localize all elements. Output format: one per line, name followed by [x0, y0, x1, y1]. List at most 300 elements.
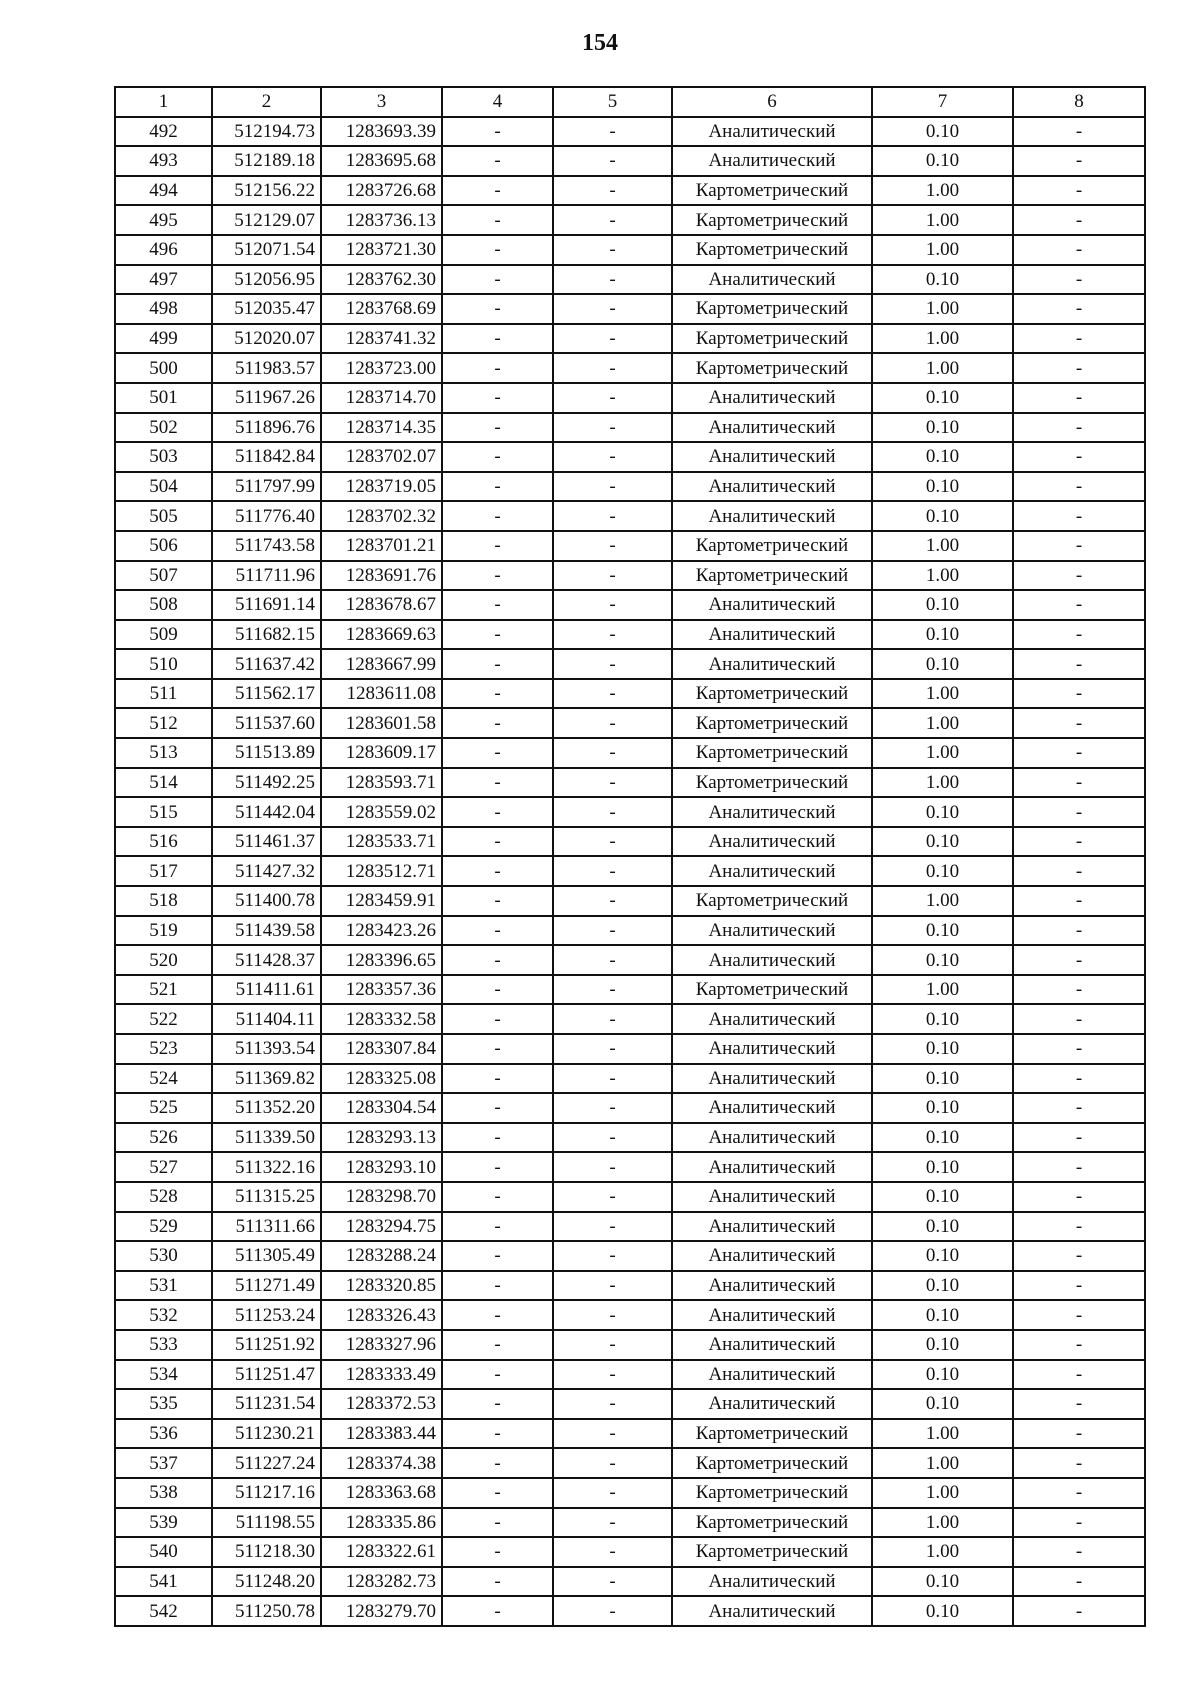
cell-y-coordinate: 1283701.21: [321, 531, 442, 561]
cell-method: Аналитический: [672, 413, 872, 443]
cell-y-coordinate: 1283320.85: [321, 1271, 442, 1301]
cell-y-coordinate: 1283609.17: [321, 738, 442, 768]
cell-point-number: 505: [115, 501, 212, 531]
cell-col-5: -: [553, 472, 672, 502]
cell-y-coordinate: 1283293.13: [321, 1123, 442, 1153]
cell-point-number: 508: [115, 590, 212, 620]
cell-point-number: 526: [115, 1123, 212, 1153]
cell-col-8: -: [1013, 442, 1145, 472]
cell-accuracy: 0.10: [872, 649, 1013, 679]
cell-col-5: -: [553, 1419, 672, 1449]
cell-method: Аналитический: [672, 146, 872, 176]
cell-method: Аналитический: [672, 856, 872, 886]
table-row: [115, 1596, 1145, 1626]
cell-col-5: -: [553, 442, 672, 472]
cell-col-5: -: [553, 1034, 672, 1064]
cell-accuracy: 0.10: [872, 827, 1013, 857]
cell-x-coordinate: 511967.26: [212, 383, 321, 413]
cell-col-4: -: [442, 738, 553, 768]
cell-point-number: 497: [115, 265, 212, 295]
table-row: [115, 1537, 1145, 1567]
header-row: [115, 87, 1145, 117]
cell-accuracy: 0.10: [872, 1093, 1013, 1123]
cell-method: Аналитический: [672, 1596, 872, 1626]
table-row: [115, 413, 1145, 443]
cell-point-number: 518: [115, 886, 212, 916]
cell-y-coordinate: 1283332.58: [321, 1004, 442, 1034]
cell-accuracy: 1.00: [872, 1478, 1013, 1508]
cell-point-number: 516: [115, 827, 212, 857]
table-row: [115, 768, 1145, 798]
cell-x-coordinate: 511682.15: [212, 620, 321, 650]
cell-col-4: -: [442, 1419, 553, 1449]
cell-col-5: -: [553, 886, 672, 916]
cell-method: Аналитический: [672, 1567, 872, 1597]
cell-col-5: -: [553, 708, 672, 738]
cell-y-coordinate: 1283611.08: [321, 679, 442, 709]
cell-accuracy: 0.10: [872, 146, 1013, 176]
cell-point-number: 521: [115, 975, 212, 1005]
cell-x-coordinate: 511400.78: [212, 886, 321, 916]
cell-col-5: -: [553, 1004, 672, 1034]
cell-method: Аналитический: [672, 1212, 872, 1242]
cell-y-coordinate: 1283304.54: [321, 1093, 442, 1123]
cell-y-coordinate: 1283559.02: [321, 797, 442, 827]
cell-y-coordinate: 1283726.68: [321, 176, 442, 206]
cell-col-8: -: [1013, 768, 1145, 798]
cell-col-8: -: [1013, 1034, 1145, 1064]
cell-y-coordinate: 1283693.39: [321, 117, 442, 147]
cell-col-5: -: [553, 501, 672, 531]
cell-point-number: 503: [115, 442, 212, 472]
cell-point-number: 539: [115, 1508, 212, 1538]
cell-accuracy: 0.10: [872, 413, 1013, 443]
table-row: [115, 1360, 1145, 1390]
table-row: [115, 353, 1145, 383]
cell-col-5: -: [553, 1478, 672, 1508]
cell-col-4: -: [442, 1537, 553, 1567]
cell-x-coordinate: 512129.07: [212, 205, 321, 235]
cell-accuracy: 0.10: [872, 1182, 1013, 1212]
table-row: [115, 797, 1145, 827]
cell-col-5: -: [553, 117, 672, 147]
cell-col-5: -: [553, 768, 672, 798]
cell-x-coordinate: 511562.17: [212, 679, 321, 709]
cell-col-4: -: [442, 1241, 553, 1271]
cell-col-8: -: [1013, 945, 1145, 975]
cell-col-4: -: [442, 472, 553, 502]
cell-col-8: -: [1013, 472, 1145, 502]
cell-col-5: -: [553, 1271, 672, 1301]
cell-point-number: 502: [115, 413, 212, 443]
cell-col-5: -: [553, 620, 672, 650]
column-header-4: 4: [442, 87, 553, 117]
cell-col-4: -: [442, 827, 553, 857]
cell-col-8: -: [1013, 1537, 1145, 1567]
cell-x-coordinate: 511439.58: [212, 916, 321, 946]
cell-point-number: 519: [115, 916, 212, 946]
cell-col-5: -: [553, 205, 672, 235]
cell-point-number: 511: [115, 679, 212, 709]
table-row: [115, 620, 1145, 650]
table-row: [115, 531, 1145, 561]
cell-point-number: 523: [115, 1034, 212, 1064]
cell-method: Аналитический: [672, 1360, 872, 1390]
cell-method: Аналитический: [672, 797, 872, 827]
cell-x-coordinate: 512035.47: [212, 294, 321, 324]
cell-col-5: -: [553, 738, 672, 768]
table-row: [115, 146, 1145, 176]
cell-x-coordinate: 511691.14: [212, 590, 321, 620]
cell-accuracy: 1.00: [872, 708, 1013, 738]
cell-col-4: -: [442, 916, 553, 946]
cell-accuracy: 0.10: [872, 1004, 1013, 1034]
cell-col-8: -: [1013, 738, 1145, 768]
cell-col-5: -: [553, 1537, 672, 1567]
cell-col-5: -: [553, 679, 672, 709]
cell-col-4: -: [442, 324, 553, 354]
cell-point-number: 524: [115, 1064, 212, 1094]
cell-y-coordinate: 1283322.61: [321, 1537, 442, 1567]
cell-col-4: -: [442, 265, 553, 295]
cell-y-coordinate: 1283762.30: [321, 265, 442, 295]
cell-point-number: 541: [115, 1567, 212, 1597]
cell-point-number: 536: [115, 1419, 212, 1449]
table-row: [115, 294, 1145, 324]
cell-point-number: 494: [115, 176, 212, 206]
cell-y-coordinate: 1283333.49: [321, 1360, 442, 1390]
cell-col-4: -: [442, 1478, 553, 1508]
cell-x-coordinate: 511983.57: [212, 353, 321, 383]
cell-method: Аналитический: [672, 472, 872, 502]
cell-col-4: -: [442, 353, 553, 383]
cell-col-4: -: [442, 117, 553, 147]
cell-col-8: -: [1013, 1212, 1145, 1242]
cell-col-8: -: [1013, 975, 1145, 1005]
table-row: [115, 590, 1145, 620]
cell-accuracy: 1.00: [872, 1419, 1013, 1449]
cell-x-coordinate: 512020.07: [212, 324, 321, 354]
cell-col-4: -: [442, 205, 553, 235]
cell-col-5: -: [553, 1330, 672, 1360]
cell-col-8: -: [1013, 1330, 1145, 1360]
cell-y-coordinate: 1283282.73: [321, 1567, 442, 1597]
cell-accuracy: 0.10: [872, 620, 1013, 650]
cell-accuracy: 0.10: [872, 1360, 1013, 1390]
cell-point-number: 525: [115, 1093, 212, 1123]
cell-col-5: -: [553, 1360, 672, 1390]
cell-point-number: 532: [115, 1300, 212, 1330]
cell-x-coordinate: 511322.16: [212, 1152, 321, 1182]
cell-col-8: -: [1013, 294, 1145, 324]
cell-method: Аналитический: [672, 649, 872, 679]
cell-method: Аналитический: [672, 1241, 872, 1271]
cell-y-coordinate: 1283293.10: [321, 1152, 442, 1182]
column-header-7: 7: [872, 87, 1013, 117]
cell-col-4: -: [442, 1300, 553, 1330]
cell-y-coordinate: 1283279.70: [321, 1596, 442, 1626]
cell-col-5: -: [553, 413, 672, 443]
cell-method: Аналитический: [672, 590, 872, 620]
cell-col-5: -: [553, 1300, 672, 1330]
cell-col-4: -: [442, 235, 553, 265]
cell-accuracy: 1.00: [872, 1448, 1013, 1478]
cell-col-8: -: [1013, 1300, 1145, 1330]
cell-col-5: -: [553, 1448, 672, 1478]
column-header-8: 8: [1013, 87, 1145, 117]
cell-point-number: 512: [115, 708, 212, 738]
cell-col-8: -: [1013, 1123, 1145, 1153]
table-row: [115, 1448, 1145, 1478]
cell-y-coordinate: 1283768.69: [321, 294, 442, 324]
cell-col-5: -: [553, 856, 672, 886]
cell-y-coordinate: 1283669.63: [321, 620, 442, 650]
cell-col-4: -: [442, 1330, 553, 1360]
cell-col-8: -: [1013, 1419, 1145, 1449]
cell-x-coordinate: 512056.95: [212, 265, 321, 295]
cell-method: Картометрический: [672, 679, 872, 709]
cell-x-coordinate: 511231.54: [212, 1389, 321, 1419]
cell-x-coordinate: 511428.37: [212, 945, 321, 975]
cell-accuracy: 1.00: [872, 294, 1013, 324]
table-row: [115, 1034, 1145, 1064]
cell-col-4: -: [442, 1567, 553, 1597]
cell-y-coordinate: 1283298.70: [321, 1182, 442, 1212]
cell-x-coordinate: 511442.04: [212, 797, 321, 827]
cell-y-coordinate: 1283714.70: [321, 383, 442, 413]
cell-y-coordinate: 1283512.71: [321, 856, 442, 886]
cell-accuracy: 0.10: [872, 1241, 1013, 1271]
cell-col-5: -: [553, 265, 672, 295]
cell-col-5: -: [553, 1182, 672, 1212]
cell-col-5: -: [553, 1567, 672, 1597]
cell-col-8: -: [1013, 856, 1145, 886]
cell-method: Аналитический: [672, 1093, 872, 1123]
cell-col-8: -: [1013, 413, 1145, 443]
cell-method: Аналитический: [672, 1271, 872, 1301]
cell-accuracy: 1.00: [872, 353, 1013, 383]
cell-point-number: 496: [115, 235, 212, 265]
cell-y-coordinate: 1283326.43: [321, 1300, 442, 1330]
cell-y-coordinate: 1283736.13: [321, 205, 442, 235]
cell-col-4: -: [442, 1389, 553, 1419]
cell-col-4: -: [442, 886, 553, 916]
cell-col-8: -: [1013, 620, 1145, 650]
cell-accuracy: 1.00: [872, 176, 1013, 206]
cell-col-4: -: [442, 501, 553, 531]
table-row: [115, 205, 1145, 235]
cell-point-number: 531: [115, 1271, 212, 1301]
cell-col-8: -: [1013, 797, 1145, 827]
cell-col-5: -: [553, 975, 672, 1005]
cell-col-5: -: [553, 649, 672, 679]
cell-accuracy: 0.10: [872, 1064, 1013, 1094]
cell-col-4: -: [442, 797, 553, 827]
table-row: [115, 1093, 1145, 1123]
cell-col-4: -: [442, 1182, 553, 1212]
table-row: [115, 738, 1145, 768]
cell-col-8: -: [1013, 679, 1145, 709]
table-row: [115, 1123, 1145, 1153]
cell-method: Картометрический: [672, 1508, 872, 1538]
cell-point-number: 507: [115, 561, 212, 591]
cell-col-4: -: [442, 1123, 553, 1153]
cell-col-5: -: [553, 945, 672, 975]
table-row: [115, 1478, 1145, 1508]
table-row: [115, 916, 1145, 946]
cell-col-4: -: [442, 294, 553, 324]
cell-col-8: -: [1013, 649, 1145, 679]
table-row: [115, 383, 1145, 413]
table-row: [115, 975, 1145, 1005]
cell-y-coordinate: 1283335.86: [321, 1508, 442, 1538]
table-header: [115, 87, 1145, 117]
cell-y-coordinate: 1283678.67: [321, 590, 442, 620]
cell-point-number: 527: [115, 1152, 212, 1182]
cell-col-8: -: [1013, 1241, 1145, 1271]
cell-col-8: -: [1013, 1478, 1145, 1508]
cell-point-number: 506: [115, 531, 212, 561]
cell-col-4: -: [442, 383, 553, 413]
cell-x-coordinate: 511251.92: [212, 1330, 321, 1360]
cell-method: Картометрический: [672, 235, 872, 265]
table-row: [115, 649, 1145, 679]
cell-col-8: -: [1013, 324, 1145, 354]
cell-method: Аналитический: [672, 117, 872, 147]
cell-col-8: -: [1013, 827, 1145, 857]
cell-accuracy: 0.10: [872, 1271, 1013, 1301]
cell-col-5: -: [553, 1152, 672, 1182]
table-row: [115, 1004, 1145, 1034]
cell-method: Аналитический: [672, 1330, 872, 1360]
cell-x-coordinate: 512189.18: [212, 146, 321, 176]
table-row: [115, 1064, 1145, 1094]
cell-method: Аналитический: [672, 265, 872, 295]
cell-col-4: -: [442, 413, 553, 443]
cell-col-4: -: [442, 176, 553, 206]
cell-point-number: 495: [115, 205, 212, 235]
cell-col-8: -: [1013, 383, 1145, 413]
table-row: [115, 1271, 1145, 1301]
cell-col-4: -: [442, 679, 553, 709]
cell-method: Картометрический: [672, 176, 872, 206]
cell-col-5: -: [553, 561, 672, 591]
page-number: 154: [582, 30, 618, 56]
cell-accuracy: 0.10: [872, 265, 1013, 295]
table-row: [115, 324, 1145, 354]
cell-col-8: -: [1013, 916, 1145, 946]
column-header-1: 1: [115, 87, 212, 117]
cell-col-8: -: [1013, 235, 1145, 265]
cell-col-4: -: [442, 1212, 553, 1242]
cell-method: Картометрический: [672, 1537, 872, 1567]
cell-col-8: -: [1013, 1271, 1145, 1301]
cell-y-coordinate: 1283396.65: [321, 945, 442, 975]
cell-method: Картометрический: [672, 886, 872, 916]
cell-col-4: -: [442, 561, 553, 591]
cell-point-number: 528: [115, 1182, 212, 1212]
cell-y-coordinate: 1283363.68: [321, 1478, 442, 1508]
table-row: [115, 856, 1145, 886]
table-row: [115, 1567, 1145, 1597]
cell-y-coordinate: 1283723.00: [321, 353, 442, 383]
cell-accuracy: 0.10: [872, 1389, 1013, 1419]
cell-col-5: -: [553, 590, 672, 620]
cell-x-coordinate: 511315.25: [212, 1182, 321, 1212]
cell-method: Аналитический: [672, 442, 872, 472]
cell-accuracy: 1.00: [872, 561, 1013, 591]
cell-y-coordinate: 1283294.75: [321, 1212, 442, 1242]
cell-x-coordinate: 511637.42: [212, 649, 321, 679]
cell-point-number: 513: [115, 738, 212, 768]
table-row: [115, 827, 1145, 857]
table-row: [115, 442, 1145, 472]
cell-accuracy: 0.10: [872, 501, 1013, 531]
cell-x-coordinate: 511513.89: [212, 738, 321, 768]
cell-col-5: -: [553, 1212, 672, 1242]
cell-col-5: -: [553, 324, 672, 354]
table-row: [115, 235, 1145, 265]
cell-x-coordinate: 511369.82: [212, 1064, 321, 1094]
table-row: [115, 117, 1145, 147]
cell-method: Аналитический: [672, 620, 872, 650]
cell-point-number: 504: [115, 472, 212, 502]
cell-accuracy: 0.10: [872, 383, 1013, 413]
cell-col-8: -: [1013, 561, 1145, 591]
cell-col-4: -: [442, 590, 553, 620]
cell-col-4: -: [442, 856, 553, 886]
cell-accuracy: 0.10: [872, 1034, 1013, 1064]
cell-x-coordinate: 511250.78: [212, 1596, 321, 1626]
cell-col-8: -: [1013, 205, 1145, 235]
cell-y-coordinate: 1283702.32: [321, 501, 442, 531]
table-row: [115, 265, 1145, 295]
cell-method: Аналитический: [672, 1123, 872, 1153]
cell-x-coordinate: 512194.73: [212, 117, 321, 147]
cell-col-5: -: [553, 1093, 672, 1123]
cell-col-4: -: [442, 1271, 553, 1301]
cell-y-coordinate: 1283695.68: [321, 146, 442, 176]
cell-col-4: -: [442, 1508, 553, 1538]
cell-col-8: -: [1013, 708, 1145, 738]
table-row: [115, 1330, 1145, 1360]
table-row: [115, 176, 1145, 206]
table-row: [115, 1152, 1145, 1182]
cell-col-8: -: [1013, 501, 1145, 531]
cell-point-number: 537: [115, 1448, 212, 1478]
cell-col-5: -: [553, 235, 672, 265]
cell-col-4: -: [442, 768, 553, 798]
table-row: [115, 1182, 1145, 1212]
cell-col-5: -: [553, 146, 672, 176]
cell-x-coordinate: 511251.47: [212, 1360, 321, 1390]
cell-x-coordinate: 511797.99: [212, 472, 321, 502]
cell-method: Аналитический: [672, 1034, 872, 1064]
cell-method: Картометрический: [672, 768, 872, 798]
cell-x-coordinate: 511492.25: [212, 768, 321, 798]
table-row: [115, 1389, 1145, 1419]
cell-accuracy: 0.10: [872, 1567, 1013, 1597]
cell-accuracy: 1.00: [872, 324, 1013, 354]
cell-point-number: 498: [115, 294, 212, 324]
cell-point-number: 533: [115, 1330, 212, 1360]
cell-method: Картометрический: [672, 975, 872, 1005]
column-header-5: 5: [553, 87, 672, 117]
cell-method: Аналитический: [672, 383, 872, 413]
cell-col-5: -: [553, 1241, 672, 1271]
cell-accuracy: 1.00: [872, 205, 1013, 235]
cell-method: Картометрический: [672, 708, 872, 738]
